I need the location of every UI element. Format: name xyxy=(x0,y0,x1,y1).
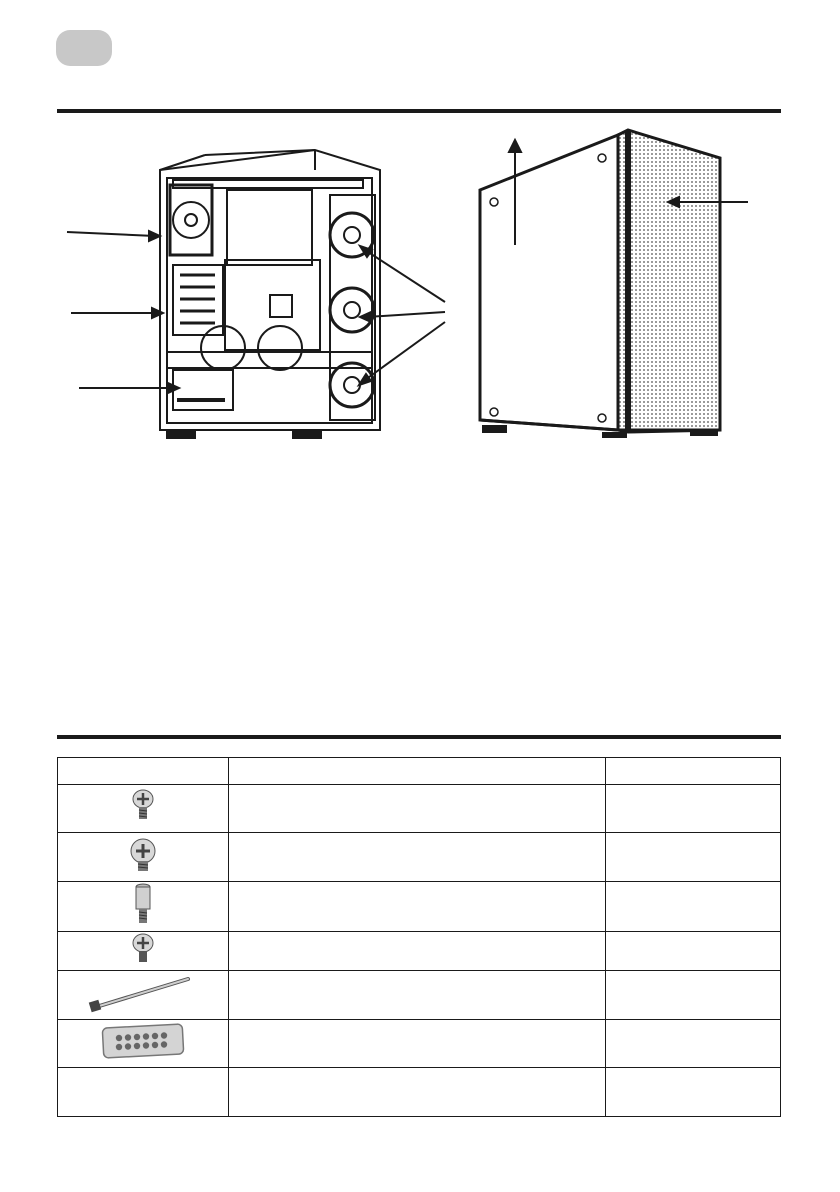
row-6-quantity xyxy=(605,1020,780,1068)
header-cell-quantity xyxy=(605,758,780,785)
table-row xyxy=(58,1020,781,1068)
table-row xyxy=(58,1068,781,1117)
table-row xyxy=(58,882,781,932)
row-5-quantity xyxy=(605,971,780,1020)
language-badge xyxy=(56,30,112,66)
cable-tie-icon xyxy=(88,973,198,1013)
row-5-description xyxy=(228,971,605,1020)
thumb-screw-icon xyxy=(129,837,157,873)
row-6-description xyxy=(228,1020,605,1068)
row-2-description xyxy=(228,833,605,882)
header-cell-image xyxy=(58,758,229,785)
row-4-description xyxy=(228,932,605,971)
case-interior-illustration xyxy=(55,130,455,450)
row-7-image xyxy=(58,1068,229,1117)
row-1-quantity xyxy=(605,785,780,833)
table-row xyxy=(58,971,781,1020)
motherboard-screw-icon xyxy=(131,789,155,823)
row-3-description xyxy=(228,882,605,932)
accessory-box-icon xyxy=(101,1023,185,1059)
row-7-description xyxy=(228,1068,605,1117)
section-divider-accessories xyxy=(57,735,781,739)
table-row xyxy=(58,932,781,971)
standoff-icon xyxy=(133,882,153,926)
row-4-quantity xyxy=(605,932,780,971)
table-row xyxy=(58,833,781,882)
row-3-quantity xyxy=(605,882,780,932)
table-row xyxy=(58,785,781,833)
row-1-description xyxy=(228,785,605,833)
header-cell-description xyxy=(228,758,605,785)
case-exterior-illustration xyxy=(470,120,770,450)
table-header-row xyxy=(58,758,781,785)
hdd-screw-icon xyxy=(131,933,155,965)
accessories-table xyxy=(57,757,781,1117)
section-divider-top xyxy=(57,109,781,113)
row-2-quantity xyxy=(605,833,780,882)
row-7-quantity xyxy=(605,1068,780,1117)
